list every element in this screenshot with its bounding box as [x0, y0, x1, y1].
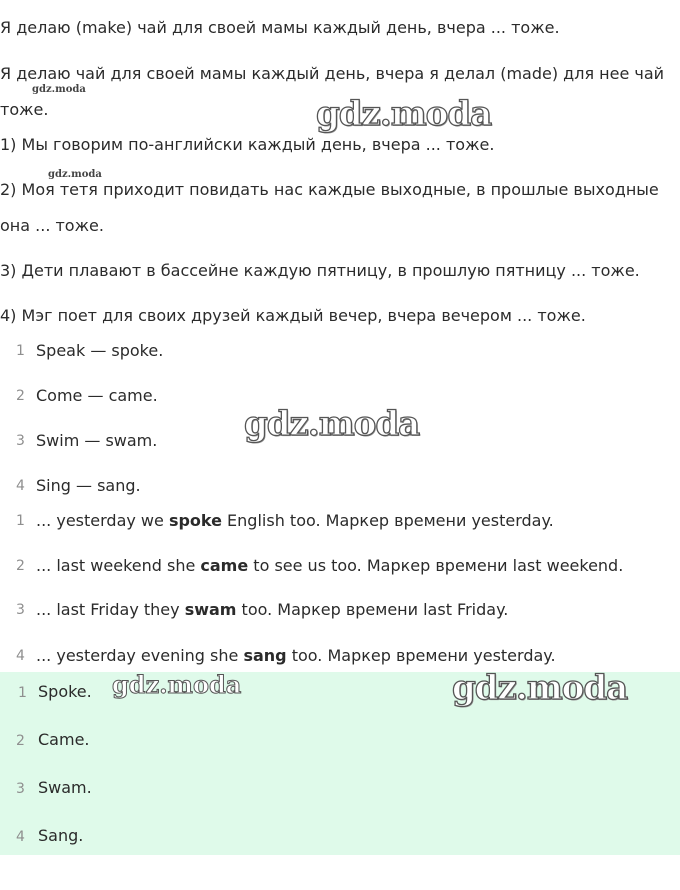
list-number: 4 [16, 648, 25, 664]
watermark-logo: gdz.moda [452, 668, 628, 708]
list-number: 2 [16, 388, 25, 404]
watermark-small: gdz.moda [32, 84, 86, 95]
intro-line-1: Я делаю (make) чай для своей мамы каждый день, вчера ... тоже. [0, 18, 560, 37]
answer-block [0, 668, 680, 855]
watermark-small: gdz.moda [48, 169, 102, 180]
list-number: 2 [16, 558, 25, 574]
watermark-logo: gdz.moda [316, 94, 492, 134]
list-number: 2 [16, 733, 25, 749]
answer: Swam. [38, 778, 92, 797]
sentence: ... yesterday we spoke English too. Маркер времени yesterday. [36, 511, 554, 530]
verb-form: Come — came. [36, 386, 158, 405]
task-3: 3) Дети плавают в бассейне каждую пятницу, в прошлую пятницу ... тоже. [0, 261, 640, 280]
sentence: ... last weekend she came to see us too. Маркер времени last weekend. [36, 556, 624, 575]
list-number: 3 [16, 602, 25, 618]
list-number: 4 [16, 829, 25, 845]
sentence: ... last Friday they swam too. Маркер времени last Friday. [36, 600, 509, 619]
sentence: ... yesterday evening she sang too. Маркер времени yesterday. [36, 646, 556, 665]
task-1: 1) Мы говорим по-английски каждый день, вчера ... тоже. [0, 135, 495, 154]
list-number: 1 [16, 343, 25, 359]
answer: Spoke. [38, 682, 92, 701]
list-number: 3 [16, 433, 25, 449]
list-number: 1 [18, 685, 27, 701]
intro-line-2: Я делаю чай для своей мамы каждый день, вчера я делал (made) для нее чай [0, 64, 665, 83]
verb-form: Speak — spoke. [36, 341, 164, 360]
verb-form: Swim — swam. [36, 431, 158, 450]
answer: Came. [38, 730, 90, 749]
list-number: 1 [16, 513, 25, 529]
task-2-line-2: она ... тоже. [0, 216, 104, 235]
task-2-line-1: 2) Моя тетя приходит повидать нас каждые выходные, в прошлые выходные [0, 180, 659, 199]
task-4: 4) Мэг поет для своих друзей каждый вечер, вчера вечером ... тоже. [0, 306, 586, 325]
watermark-logo: gdz.moda [112, 670, 242, 699]
answer: Sang. [38, 826, 84, 845]
verb-form: Sing — sang. [36, 476, 141, 495]
watermark-logo: gdz.moda [244, 404, 420, 444]
intro-line-3: тоже. [0, 100, 49, 119]
list-number: 4 [16, 478, 25, 494]
list-number: 3 [16, 781, 25, 797]
